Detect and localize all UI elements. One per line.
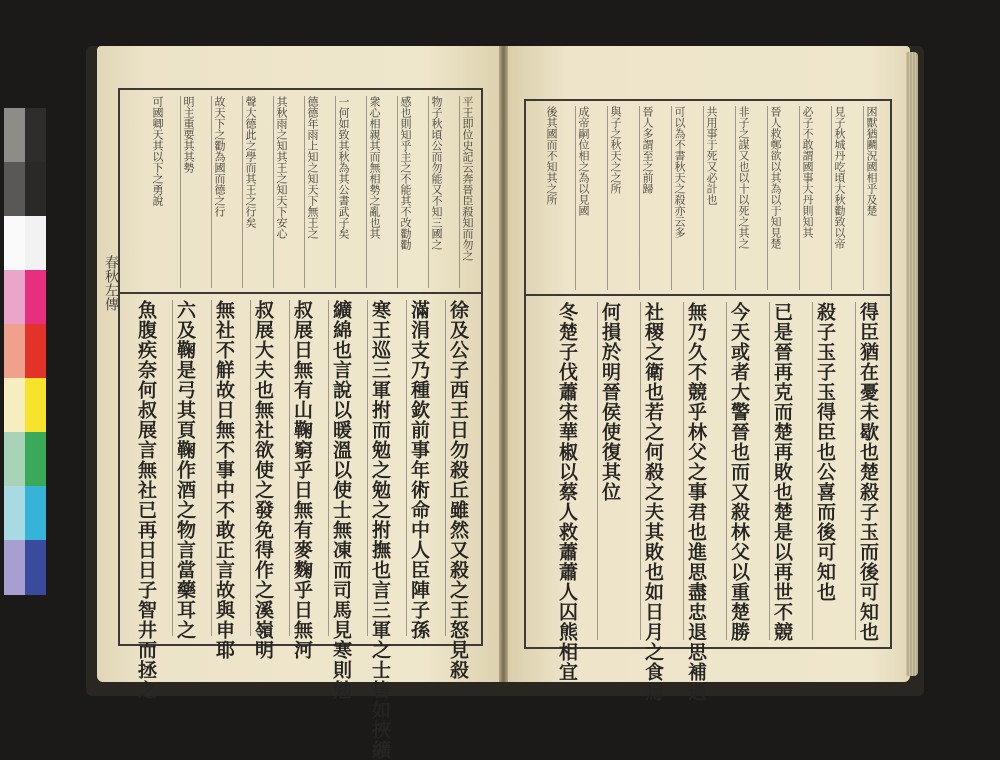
column-rule xyxy=(180,96,181,288)
column-rule xyxy=(726,302,727,640)
column-rule xyxy=(735,106,736,290)
column-rule xyxy=(607,106,608,290)
column-rule xyxy=(250,300,251,636)
column-rule xyxy=(799,106,800,290)
column-rule xyxy=(242,96,243,288)
calibration-patch xyxy=(25,270,46,325)
calibration-patch xyxy=(4,324,25,379)
commentary-column: 非子之謀又也以十以死之其之 xyxy=(737,106,750,249)
calibration-patch xyxy=(25,378,46,433)
main-text-column: 殺子玉子玉得臣也公喜而後可知也 xyxy=(814,302,836,602)
commentary-column: 故天下之勸為國而德之行 xyxy=(213,96,226,217)
commentary-column: 德德年雨上知之知天下無王之 xyxy=(306,96,319,239)
left-margin-text: 春秋左傳 xyxy=(103,255,119,311)
calibration-patch xyxy=(4,270,25,325)
calibration-patch xyxy=(25,108,46,163)
column-rule xyxy=(289,300,290,636)
main-text-column: 無社不觧故日無不事中不敢正言故與申耶 xyxy=(213,300,235,660)
calibration-patch xyxy=(4,486,25,541)
column-rule xyxy=(863,106,864,290)
main-text-column: 得臣猶在憂未歇也楚殺子玉而後可知也 xyxy=(857,302,879,642)
main-text-column: 叔展大夫也無社欲使之發免得作之溪嶺明 xyxy=(252,300,274,660)
commentary-column: 衆心相親其而無相勢之亂也其 xyxy=(368,96,381,239)
column-rule xyxy=(335,96,336,288)
calibration-patch xyxy=(25,162,46,217)
page-edge-stack xyxy=(906,52,918,676)
commentary-column: 晉人救鄭欲以其為以于知見楚 xyxy=(769,106,782,249)
column-rule xyxy=(767,106,768,290)
column-rule xyxy=(703,106,704,290)
main-text-column: 社稷之衛也若之何殺之夫其敗也如日月之食焉 xyxy=(642,302,664,702)
book-gutter xyxy=(499,46,508,682)
column-rule xyxy=(683,302,684,640)
commentary-column: 成帝嗣位相之為以見國 xyxy=(577,106,590,216)
column-rule xyxy=(397,96,398,288)
commentary-column: 明主重要其其勢 xyxy=(182,96,195,173)
commentary-column: 可國卿天其以下之勇說 xyxy=(151,96,164,206)
column-rule xyxy=(172,300,173,636)
column-rule xyxy=(445,300,446,636)
calibration-patch xyxy=(25,486,46,541)
main-text-column: 無乃久不競乎林父之事君也進思盡忠退思補過 xyxy=(685,302,707,702)
calibration-patch xyxy=(25,432,46,487)
commentary-column: 與子之秋天之之所 xyxy=(609,106,622,194)
commentary-column: 必子不敢謂國事大丹則知其 xyxy=(801,106,814,238)
main-text-column: 魚腹疾奈何叔展言無社已再日日子智井而拯之 xyxy=(135,300,157,700)
column-rule xyxy=(328,300,329,636)
column-rule xyxy=(459,96,460,288)
column-rule xyxy=(671,106,672,290)
calibration-patch xyxy=(4,540,25,595)
color-calibration-strip xyxy=(4,108,46,596)
left-page-divider xyxy=(118,292,481,294)
column-rule xyxy=(273,96,274,288)
calibration-patch xyxy=(25,540,46,595)
commentary-column: 聲大德此之學而其王之行矣 xyxy=(244,96,257,228)
commentary-column: 後其國而不知其之所 xyxy=(545,106,558,205)
main-text-column: 今天或者大警晉也而又殺林父以重楚勝 xyxy=(728,302,750,642)
main-text-column: 徐及公子西王日勿殺丘雖然又殺之王怒見殺 xyxy=(447,300,469,680)
column-rule xyxy=(831,106,832,290)
calibration-patch xyxy=(4,162,25,217)
column-rule xyxy=(597,302,598,640)
commentary-column: 感也則知乎主之不能其不改勸勸 xyxy=(399,96,412,250)
calibration-patch xyxy=(25,324,46,379)
column-rule xyxy=(211,300,212,636)
column-rule xyxy=(367,300,368,636)
column-rule xyxy=(428,96,429,288)
commentary-column: 物子秋頃公而勿能又不知三國之 xyxy=(430,96,443,250)
main-text-column: 冬楚子伐蕭宋華椒以蔡人救蕭蕭人囚熊相宜 xyxy=(556,302,578,682)
main-text-column: 六及鞠是弓其頁鞠作酒之物言當藥耳之 xyxy=(174,300,196,640)
calibration-patch xyxy=(25,216,46,271)
column-rule xyxy=(406,300,407,636)
main-text-column: 何損於明晉侯使復其位 xyxy=(599,302,621,502)
calibration-patch xyxy=(4,216,25,271)
calibration-patch xyxy=(4,378,25,433)
column-rule xyxy=(812,302,813,640)
column-rule xyxy=(366,96,367,288)
commentary-column: 其秋雨之知其王之知天下安心 xyxy=(275,96,288,239)
calibration-patch xyxy=(4,108,25,163)
commentary-column: 困獸猶鬬況國相乎及楚 xyxy=(865,106,878,216)
commentary-column: 晉人多謂至之前歸 xyxy=(641,106,654,194)
column-rule xyxy=(304,96,305,288)
calibration-patch xyxy=(4,432,25,487)
commentary-column: 共用事于死又必計也 xyxy=(705,106,718,205)
column-rule xyxy=(769,302,770,640)
commentary-column: 平王即位史記云奔晉臣殺知而勿之 xyxy=(461,96,474,261)
commentary-column: 見子秋城丹吃頃大秋勸致以帝 xyxy=(833,106,846,249)
commentary-column: 可以為不書秋天之殺亦云多 xyxy=(673,106,686,238)
main-text-column: 已是晉再克而楚再敗也楚是以再世不競 xyxy=(771,302,793,642)
column-rule xyxy=(855,302,856,640)
column-rule xyxy=(640,302,641,640)
main-text-column: 滿涓支乃種欽前事年術命中人臣陣子孫 xyxy=(408,300,430,640)
right-page-divider xyxy=(524,294,890,296)
column-rule xyxy=(211,96,212,288)
main-text-column: 寒王巡三軍拊而勉之勉之拊撫也言三軍之士皆如挾纊 xyxy=(369,300,391,760)
column-rule xyxy=(639,106,640,290)
main-text-column: 叔展日無有山鞠窮乎日無有麥麴乎日無河 xyxy=(291,300,313,660)
commentary-column: 一何如致其秋為其公書武子矣 xyxy=(337,96,350,239)
column-rule xyxy=(575,106,576,290)
main-text-column: 纊綿也言說以暖溫以使士無凍而司馬見寒則勉 xyxy=(330,300,352,700)
